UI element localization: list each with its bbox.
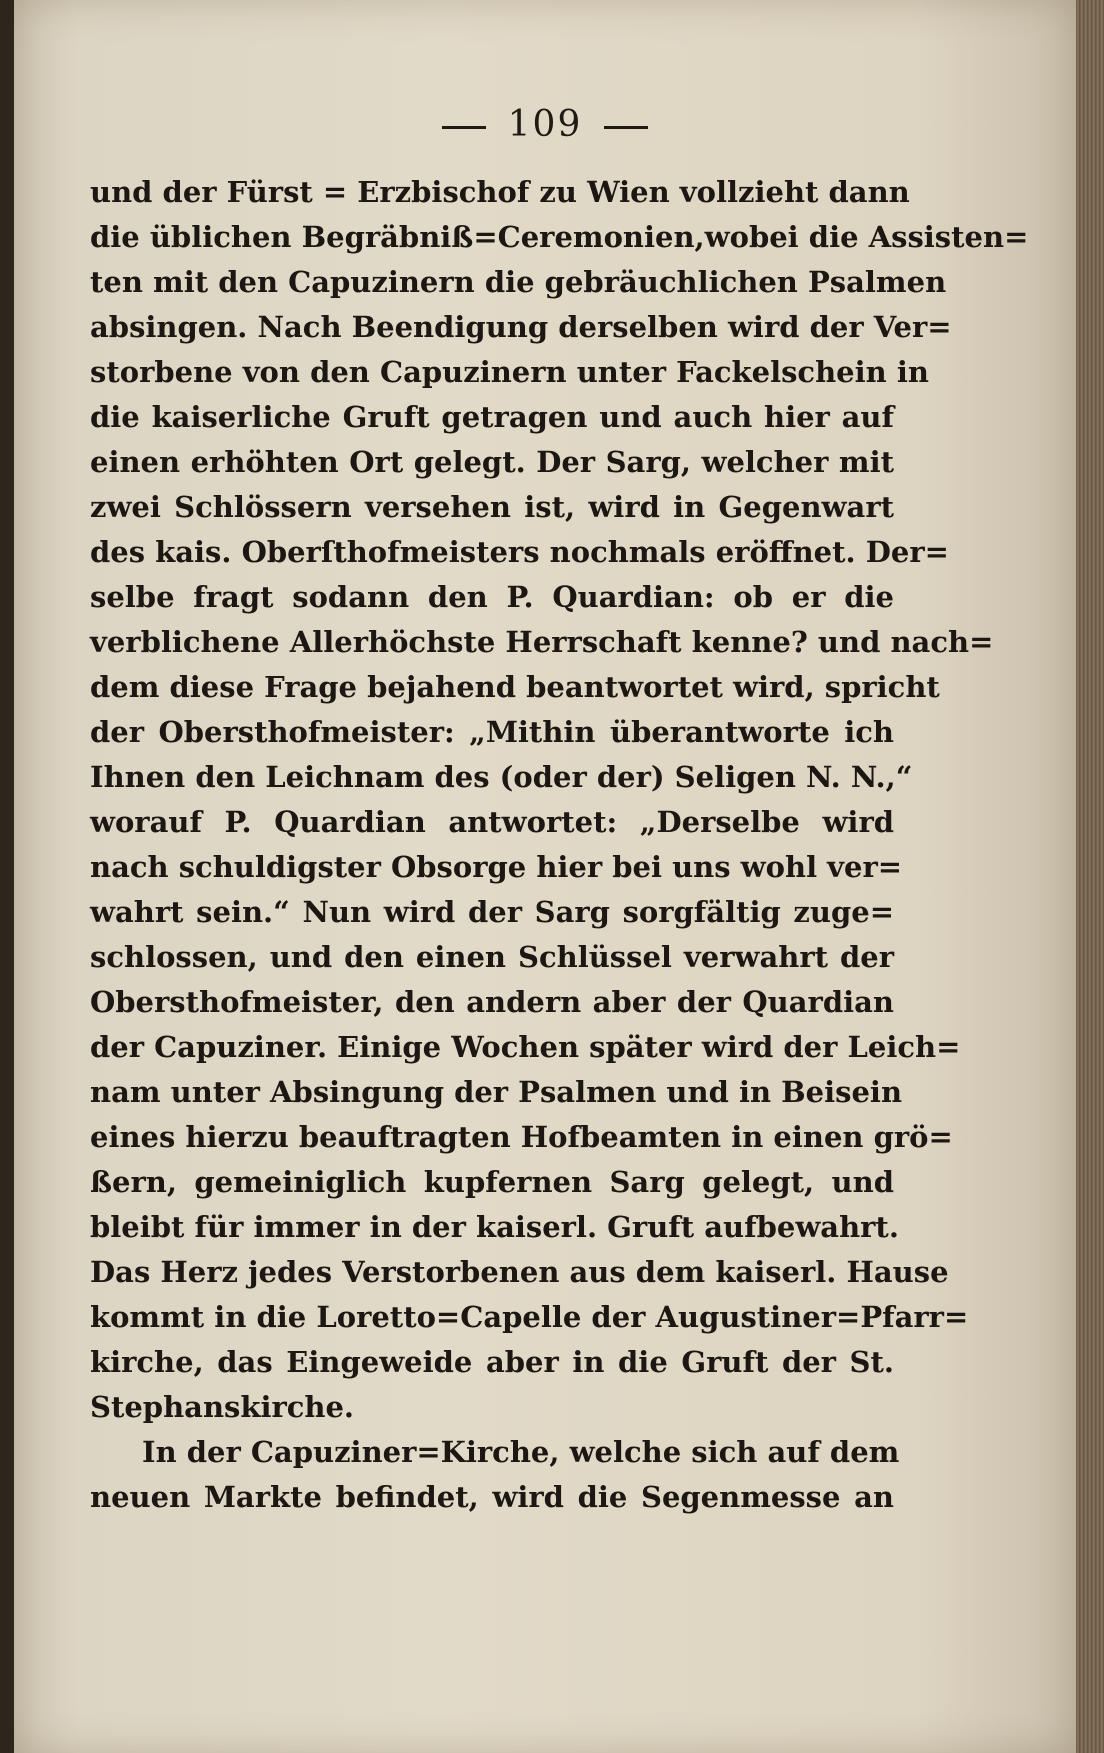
text-line: Stephanskirche. [90,1390,355,1424]
text-line: die üblichen Begräbniß=Ceremonien,wobei die Assisten= [90,220,1029,254]
header-dash-left [442,126,486,129]
header-dash-right [604,126,648,129]
text-line: verblichene Allerhöchste Herrschaft kenne? und nach= [90,625,994,659]
text-line: der Capuziner. Einige Wochen später wird der Leich= [90,1030,961,1064]
text-line: des kais. Oberſthofmeisters nochmals eröffnet. Der= [90,535,949,569]
text-line: selbe fragt sodann den P. Quardian: ob er die [90,580,894,614]
text-line: und der Fürst = Erzbischof zu Wien vollzieht dann [90,175,910,209]
text-line: In der Capuziner=Kirche, welche sich auf dem [142,1435,900,1469]
book-edge [1076,0,1104,1753]
body-text [90,170,1029,1520]
text-line: nach schuldigster Obsorge hier bei uns wohl ver= [90,850,903,884]
text-line: zwei Schlössern versehen ist, wird in Gegenwart [90,490,894,524]
page-number: 109 [507,104,583,145]
text-line: Ihnen den Leichnam des (oder der) Seligen N. N.,“ [90,760,913,794]
text-line: eines hierzu beauftragten Hofbeamten in einen grö= [90,1120,953,1154]
text-line: wahrt sein.“ Nun wird der Sarg sorgfältig zuge= [90,895,894,929]
text-line: bleibt für immer in der kaiserl. Gruft aufbewahrt. [90,1210,899,1244]
book-page [14,0,1076,1753]
text-line: die kaiserliche Gruft getragen und auch hier auf [90,400,894,434]
text-line: neuen Markte befindet, wird die Segenmesse an [90,1480,894,1514]
text-line: Obersthofmeister, den andern aber der Quardian [90,985,894,1019]
page-header [14,104,1076,145]
text-line: dem diese Frage bejahend beantwortet wird, spricht [90,670,940,704]
text-line: absingen. Nach Beendigung derselben wird der Ver= [90,310,952,344]
text-line: einen erhöhten Ort gelegt. Der Sarg, welcher mit [90,445,894,479]
text-line: storbene von den Capuzinern unter Fackelschein in [90,355,929,389]
text-line: nam unter Absingung der Psalmen und in Beisein [90,1075,903,1109]
text-line: Das Herz jedes Verstorbenen aus dem kaiserl. Hause [90,1255,949,1289]
text-line: schlossen, und den einen Schlüssel verwahrt der [90,940,894,974]
text-line: ten mit den Capuzinern die gebräuchlichen Psalmen [90,265,947,299]
text-line: der Obersthofmeister: „Mithin überantworte ich [90,715,894,749]
text-line: ßern, gemeiniglich kupfernen Sarg gelegt, und [90,1165,894,1199]
text-line: kirche, das Eingeweide aber in die Gruft der St. [90,1345,894,1379]
text-line: kommt in die Loretto=Capelle der Augustiner=Pfarr= [90,1300,969,1334]
text-line: worauf P. Quardian antwortet: „Derselbe wird [90,805,894,839]
